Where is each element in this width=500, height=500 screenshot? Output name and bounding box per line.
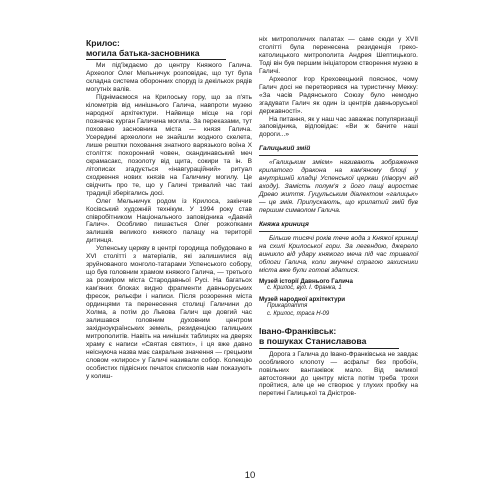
paragraph: Успенську церкву в центрі городища побудовано в XVI столітті з матеріалів, які залишилися від зруйнованого монголо-татарами Успенського собору, що був головним храмом княжого Галича, — третього за розміром міста Стародавньої Русі. На багатьох кам'яних блоках видно фрагменти давньоруських фресок, рельєфи і написи. Після розорення міста ординцями та перенесення столиці Галичини до Холма, а потім до Львова Галич ще довгий час залишався головним духовним центром західноукраїнських земель, резиденцією галицьких митрополитів. Навіть на нинішніх таблицях на дверях храму є написи «Святая святих», і ця вже давно неіснуюча назва має сакральне значення — грецьким словом «клирос» у Галичі називали собор. Колекцію особистих підвісних печаток єпископів нам показують у колиш-: [86, 245, 252, 380]
subheading-rule: [259, 155, 418, 156]
left-column: [86, 38, 252, 381]
museum-name: Музей народної архітектури: [259, 295, 346, 303]
paragraph: Олег Мельничук родом із Крилоса, закінчив Косівський художній технікум. У 1994 року став співробітником Національного заповідника «Давній Галич». Особливо пишається Олег розкопками залишків великого княжого палацу на території дитинця.: [86, 197, 252, 245]
paragraph: Піднімаємося на Крилоську гору, що за п'ять кілометрів від нинішнього Галича, навпроти музею народної архітектури. Найвище місце на горі позначає курган Галичина могила. За переказами, тут поховано засновника міста — князя Галича. Усередині археологи не знайшли жодного скелета, лише рештки поховання знатного варязького воїна Х століття: похоронний човен, скандинавський меч скрамасакс, позолоту від щита, сокири та ін. В літописах згадується «інавгураційний» ритуал сходження нових князів на Галичину могилу. Це свідчить про те, що у Галичі тривалий час такі традиції зберігались досі.: [86, 94, 252, 197]
right-column: [259, 36, 418, 398]
heading-line-2: в пошуках Станиславова: [259, 336, 367, 347]
museum-address: Прикарпаття: [267, 303, 308, 310]
museum-address: с. Крилос, вул. І. Франка, 1: [267, 285, 342, 292]
museum-name: Музей історії Давнього Галича: [259, 277, 353, 285]
section-heading-krylos: [86, 38, 252, 58]
page-number: 10: [244, 470, 256, 481]
heading-line-2: могила батька-засновника: [86, 48, 200, 59]
subheading-rule: [259, 231, 418, 232]
heading-underline: [86, 59, 226, 60]
paragraph: Дорога з Галича до Івано-Франківська не завдає особливого клопоту — асфальт без пробоїн, повільних вантажівок мало. Від великої автостоянки до центру міста потім треба трохи пройтися, але це не створює у глухих пробку на перетині Галицької та Дністров-: [259, 350, 418, 398]
section-heading-ivano-frankivsk: [259, 326, 418, 346]
heading-line-1: Крилос:: [86, 38, 120, 48]
sidebar-text-dragon: «Галицьким змієм» називають зображення крилатого дракона на кам'яному блоці у внутрішній кладці Успенської церкви (ліворуч від входу). Замість полум'я з його пащі виростає Древо життя. Гуцульським діалектом «галицьк» — це змія. Припускають, що крилатий змій був першим символом Галича.: [259, 159, 418, 215]
heading-line-1: Івано-Франківськ:: [259, 326, 337, 337]
museum-address: с. Крилос, траса Н-09: [267, 310, 330, 317]
paragraph: Ми під'їждаємо до центру Княжого Галича. Археолог Олег Мельничук розповідає, що тут була складна система оборонних споруд із декількох рядів могутніх валів.: [86, 62, 252, 94]
museum-info-2: [259, 296, 418, 318]
paragraph: На питання, як у наш час заважає популяризації заповідника, відповідає: «Ви ж бачите наші дороги...»: [259, 115, 418, 139]
heading-underline: [259, 348, 399, 349]
subheading-princely-well: Княжа криниця: [259, 221, 309, 229]
museum-info-1: [259, 278, 418, 293]
paragraph: ніх митрополичих палатах — саме сюди у XVII столітті була перенесена резиденція греко-католицького митрополита Андрея Шептицького. Тоді він був першим ініціатором створення музею в Галичі.: [259, 36, 418, 75]
subheading-galician-dragon: Галицький змій: [259, 145, 311, 153]
paragraph: Археолог Ігор Креховецький пояснює, чому Галич досі не перетворився на туристичну Мекку: «За часів Радянського Союзу було немодно згадувати Галич як один із центрів давньоруської державності».: [259, 75, 418, 115]
sidebar-text-well: Більше тисячі років тече вода з Княжої криниці на схилі Крилоської гори. За легендою, джерело виникло від удару княжого меча під час тривалої облоги Галича, коли змучені спрагою захисники міста вже були готові здатися.: [259, 235, 418, 274]
